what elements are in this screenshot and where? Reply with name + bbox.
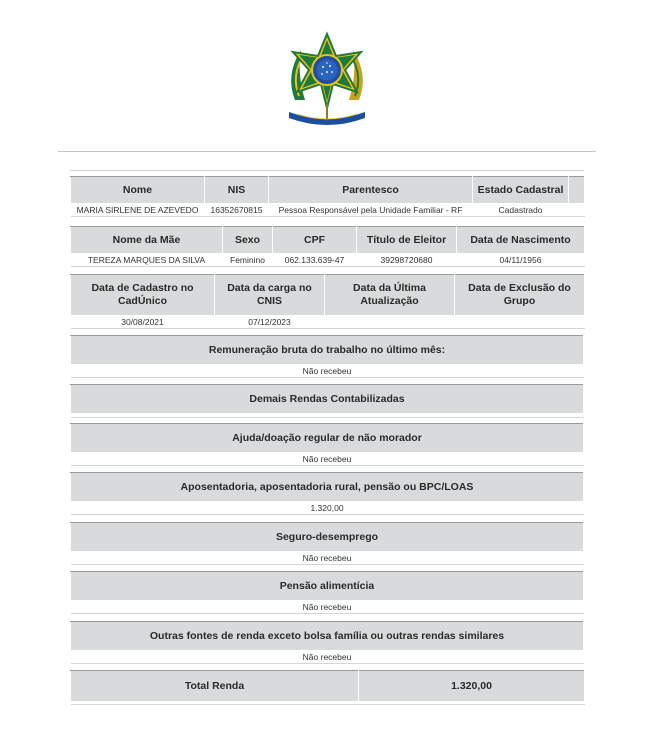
remuneracao-table bbox=[70, 335, 584, 378]
total-renda-value: 1.320,00 bbox=[359, 671, 585, 702]
header-estado-cadastral: Estado Cadastral bbox=[473, 177, 569, 204]
value-sexo: Feminino bbox=[223, 254, 273, 267]
demais-rendas-table bbox=[70, 384, 584, 418]
header-cpf: CPF bbox=[273, 227, 357, 254]
value-nis: 16352670815 bbox=[205, 204, 269, 217]
aposentadoria-table bbox=[70, 472, 584, 515]
seguro-desemprego-table bbox=[70, 522, 584, 565]
value-data-ultima-atualizacao bbox=[325, 316, 455, 329]
value-parentesco: Pessoa Responsável pela Unidade Familiar - RF bbox=[269, 204, 473, 217]
value-titulo-eleitor: 39298720680 bbox=[357, 254, 457, 267]
header-data-cadastro: Data de Cadastro no CadÚnico bbox=[71, 275, 215, 316]
dates-table bbox=[70, 274, 585, 329]
value-data-exclusao bbox=[455, 316, 585, 329]
value-cpf: 062.133.639-47 bbox=[273, 254, 357, 267]
value-seguro-desemprego: Não recebeu bbox=[71, 552, 584, 565]
value-pensao-alimenticia: Não recebeu bbox=[71, 601, 584, 614]
header-nome-mae: Nome da Mãe bbox=[71, 227, 223, 254]
pensao-alimenticia-table bbox=[70, 571, 584, 614]
outras-fontes-table bbox=[70, 621, 584, 664]
value-outras-fontes: Não recebeu bbox=[71, 651, 584, 664]
header-outras-fontes: Outras fontes de renda exceto bolsa família ou outras rendas similares bbox=[71, 622, 584, 651]
person-table bbox=[70, 176, 585, 217]
value-estado-cadastral: Cadastrado bbox=[473, 204, 569, 217]
value-ajuda: Não recebeu bbox=[71, 453, 584, 466]
value-aposentadoria: 1.320,00 bbox=[71, 502, 584, 515]
total-renda-label: Total Renda bbox=[71, 671, 359, 702]
value-data-carga-cnis: 07/12/2023 bbox=[215, 316, 325, 329]
header-parentesco: Parentesco bbox=[269, 177, 473, 204]
value-remuneracao: Não recebeu bbox=[71, 365, 584, 378]
header-nis: NIS bbox=[205, 177, 269, 204]
header-remuneracao: Remuneração bruta do trabalho no último mês: bbox=[71, 336, 584, 365]
details-table bbox=[70, 226, 585, 267]
header-nome: Nome bbox=[71, 177, 205, 204]
header-ajuda: Ajuda/doação regular de não morador bbox=[71, 424, 584, 453]
value-data-cadastro: 30/08/2021 bbox=[71, 316, 215, 329]
header-divider bbox=[58, 151, 596, 152]
header-sexo: Sexo bbox=[223, 227, 273, 254]
total-renda-table bbox=[70, 670, 585, 705]
header-seguro-desemprego: Seguro-desemprego bbox=[71, 523, 584, 552]
header-divider-secondary bbox=[70, 170, 584, 171]
header-data-exclusao: Data de Exclusão do Grupo bbox=[455, 275, 585, 316]
value-nome-mae: TEREZA MARQUES DA SILVA bbox=[71, 254, 223, 267]
header-data-carga-cnis: Data da carga no CNIS bbox=[215, 275, 325, 316]
header-data-nascimento: Data de Nascimento bbox=[457, 227, 585, 254]
header-spacer bbox=[569, 177, 585, 204]
header-demais-rendas: Demais Rendas Contabilizadas bbox=[71, 385, 584, 414]
value-nome: MARIA SIRLENE DE AZEVEDO bbox=[71, 204, 205, 217]
header-aposentadoria: Aposentadoria, aposentadoria rural, pensão ou BPC/LOAS bbox=[71, 473, 584, 502]
header-pensao-alimenticia: Pensão alimentícia bbox=[71, 572, 584, 601]
value-data-nascimento: 04/11/1956 bbox=[457, 254, 585, 267]
ajuda-table bbox=[70, 423, 584, 466]
header-titulo-eleitor: Título de Eleitor bbox=[357, 227, 457, 254]
brazil-coat-of-arms-emblem bbox=[281, 30, 373, 130]
header-data-ultima-atualizacao: Data da Última Atualização bbox=[325, 275, 455, 316]
